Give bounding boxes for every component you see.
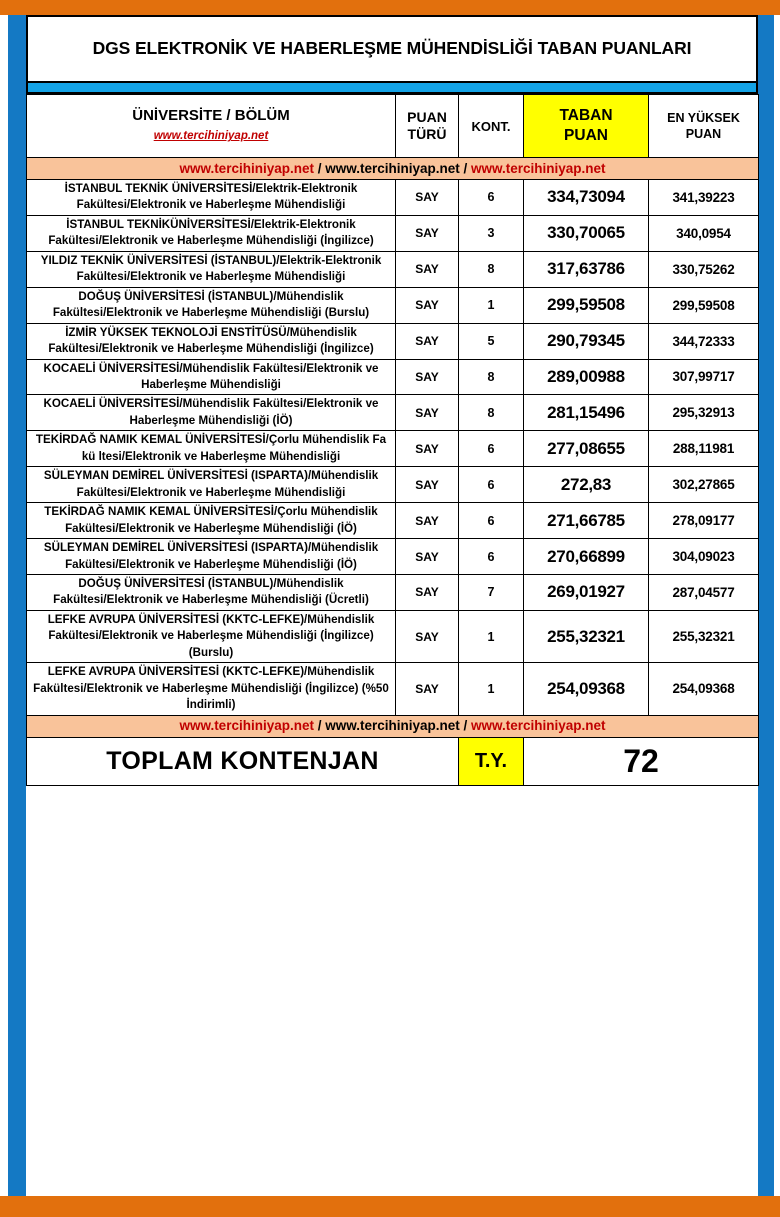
row-kontenjan: 6 [459,180,524,216]
row-university: DOĞUŞ ÜNİVERSİTESİ (İSTANBUL)/Mühendislik Fakültesi/Elektronik ve Haberleşme Mühendisliği (Burslu) [27,287,396,323]
row-taban-puan: 289,00988 [524,359,649,395]
row-puan-turu: SAY [396,574,459,610]
table-row [27,359,759,395]
total-row [27,737,759,785]
row-university: LEFKE AVRUPA ÜNİVERSİTESİ (KKTC-LEFKE)/Mühendislik Fakültesi/Elektronik ve Haberleşme Mühendisliği (İngilizce) (%50 İndirimli) [27,663,396,715]
row-kontenjan: 5 [459,323,524,359]
row-university: DOĞUŞ ÜNİVERSİTESİ (İSTANBUL)/Mühendislik Fakültesi/Elektronik ve Haberleşme Mühendisliği (Ücretli) [27,574,396,610]
banner-sep-4: / [459,718,472,734]
row-en-yuksek-puan: 299,59508 [649,287,759,323]
row-puan-turu: SAY [396,663,459,715]
total-puan-turu: T.Y. [459,737,524,785]
row-taban-puan: 270,66899 [524,539,649,575]
header-cell-en-yuksek-puan [649,95,759,158]
row-en-yuksek-puan: 307,99717 [649,359,759,395]
row-kontenjan: 1 [459,610,524,662]
row-taban-puan: 281,15496 [524,395,649,431]
total-label: TOPLAM KONTENJAN [27,737,459,785]
row-en-yuksek-puan: 254,09368 [649,663,759,715]
table-row [27,323,759,359]
row-en-yuksek-puan: 340,0954 [649,215,759,251]
right-blue-rail [758,15,774,1196]
table-row [27,287,759,323]
cyan-separator-bar [26,83,758,94]
table-row [27,180,759,216]
banner-link-1: www.tercihiniyap.net [179,160,314,176]
row-kontenjan: 1 [459,663,524,715]
total-kontenjan: 72 [524,737,759,785]
row-puan-turu: SAY [396,467,459,503]
banner-link-3: www.tercihiniyap.net [471,160,606,176]
header-university-label: ÜNİVERSİTE / BÖLÜM [132,106,290,124]
header-university-watermark: www.tercihiniyap.net [153,130,269,143]
banner-row-bottom [27,715,759,737]
table-row [27,467,759,503]
row-en-yuksek-puan: 288,11981 [649,431,759,467]
table-header-row [27,95,759,158]
header-en-yuksek-line2: PUAN [685,127,722,141]
table-row [27,215,759,251]
banner-link-4: www.tercihiniyap.net [179,718,314,734]
header-cell-taban-puan [524,95,649,158]
table-row [27,574,759,610]
row-en-yuksek-puan: 278,09177 [649,503,759,539]
header-cell-kontenjan: KONT. [459,95,524,158]
table-row [27,431,759,467]
row-kontenjan: 8 [459,251,524,287]
header-taban-line1: TABAN [559,106,613,124]
row-puan-turu: SAY [396,539,459,575]
row-puan-turu: SAY [396,287,459,323]
row-en-yuksek-puan: 302,27865 [649,467,759,503]
row-university: KOCAELİ ÜNİVERSİTESİ/Mühendislik Fakültesi/Elektronik ve Haberleşme Mühendisliği [27,359,396,395]
banner-sep-1: / [313,160,326,176]
row-taban-puan: 254,09368 [524,663,649,715]
row-university: SÜLEYMAN DEMİREL ÜNİVERSİTESİ (ISPARTA)/Mühendislik Fakültesi/Elektronik ve Haberleşme Mühendisliği [27,467,396,503]
left-blue-rail [8,15,26,1196]
row-taban-puan: 299,59508 [524,287,649,323]
top-orange-band [0,0,780,15]
row-en-yuksek-puan: 255,32321 [649,610,759,662]
row-university: TEKİRDAĞ NAMIK KEMAL ÜNİVERSİTESİ/Çorlu Mühendislik Fakültesi/Elektronik ve Haberleşme Mühendisliği (İÖ) [27,503,396,539]
row-taban-puan: 277,08655 [524,431,649,467]
banner-sep-3: / [313,718,326,734]
header-puan-turu-line1: PUAN [407,108,447,125]
row-kontenjan: 8 [459,359,524,395]
table-body [27,180,759,716]
row-puan-turu: SAY [396,431,459,467]
row-university: SÜLEYMAN DEMİREL ÜNİVERSİTESİ (ISPARTA)/Mühendislik Fakültesi/Elektronik ve Haberleşme Mühendisliği (İÖ) [27,539,396,575]
sheet [26,15,758,1196]
row-taban-puan: 271,66785 [524,503,649,539]
row-university: İSTANBUL TEKNİKÜNİVERSİTESİ/Elektrik-Elektronik Fakültesi/Elektronik ve Haberleşme Mühendisliği (İngilizce) [27,215,396,251]
header-en-yuksek-line1: EN YÜKSEK [667,110,740,125]
row-puan-turu: SAY [396,215,459,251]
row-puan-turu: SAY [396,503,459,539]
row-en-yuksek-puan: 341,39223 [649,180,759,216]
row-taban-puan: 269,01927 [524,574,649,610]
row-en-yuksek-puan: 304,09023 [649,539,759,575]
table-row [27,395,759,431]
row-en-yuksek-puan: 330,75262 [649,251,759,287]
header-puan-turu-line2: TÜRÜ [407,126,447,142]
row-puan-turu: SAY [396,359,459,395]
table-row [27,610,759,662]
row-kontenjan: 6 [459,503,524,539]
table-row [27,539,759,575]
row-university: KOCAELİ ÜNİVERSİTESİ/Mühendislik Fakültesi/Elektronik ve Haberleşme Mühendisliği (İÖ) [27,395,396,431]
bottom-orange-band [0,1196,780,1217]
row-taban-puan: 330,70065 [524,215,649,251]
banner-sep-2: / [459,160,472,176]
row-kontenjan: 8 [459,395,524,431]
banner-text-top [179,161,605,176]
title-box [26,15,758,83]
row-kontenjan: 7 [459,574,524,610]
row-taban-puan: 255,32321 [524,610,649,662]
row-kontenjan: 6 [459,467,524,503]
row-puan-turu: SAY [396,395,459,431]
banner-link-6: www.tercihiniyap.net [471,718,606,734]
row-university: TEKİRDAĞ NAMIK KEMAL ÜNİVERSİTESİ/Çorlu Mühendislik Fa kü ltesi/Elektronik ve Haberleşme Mühendisliği [27,431,396,467]
banner-row-top [27,158,759,180]
row-university: YILDIZ TEKNİK ÜNİVERSİTESİ (İSTANBUL)/Elektrik-Elektronik Fakültesi/Elektronik ve Haberleşme Mühendisliği [27,251,396,287]
row-kontenjan: 3 [459,215,524,251]
row-puan-turu: SAY [396,323,459,359]
row-en-yuksek-puan: 344,72333 [649,323,759,359]
row-taban-puan: 272,83 [524,467,649,503]
header-cell-university [27,95,396,158]
scores-table [26,94,759,786]
banner-link-5: www.tercihiniyap.net [325,718,460,734]
row-kontenjan: 6 [459,431,524,467]
row-taban-puan: 334,73094 [524,180,649,216]
banner-text-bottom [179,718,605,733]
header-taban-line2: PUAN [564,127,608,144]
banner-cell-top [27,158,759,180]
row-kontenjan: 1 [459,287,524,323]
row-en-yuksek-puan: 295,32913 [649,395,759,431]
row-puan-turu: SAY [396,180,459,216]
row-university: İZMİR YÜKSEK TEKNOLOJİ ENSTİTÜSÜ/Mühendislik Fakültesi/Elektronik ve Haberleşme Mühendisliği (İngilizce) [27,323,396,359]
page-title: DGS ELEKTRONİK VE HABERLEŞME MÜHENDİSLİĞİ TABAN PUANLARI [92,38,692,59]
row-taban-puan: 290,79345 [524,323,649,359]
banner-cell-bottom [27,715,759,737]
table-row [27,251,759,287]
row-taban-puan: 317,63786 [524,251,649,287]
table-row [27,503,759,539]
row-puan-turu: SAY [396,251,459,287]
row-en-yuksek-puan: 287,04577 [649,574,759,610]
table-row [27,663,759,715]
row-puan-turu: SAY [396,610,459,662]
row-university: LEFKE AVRUPA ÜNİVERSİTESİ (KKTC-LEFKE)/Mühendislik Fakültesi/Elektronik ve Haberleşme Mühendisliği (İngilizce) (Burslu) [27,610,396,662]
row-kontenjan: 6 [459,539,524,575]
header-cell-puan-turu [396,95,459,158]
row-university: İSTANBUL TEKNİK ÜNİVERSİTESİ/Elektrik-Elektronik Fakültesi/Elektronik ve Haberleşme Mühendisliği [27,180,396,216]
banner-link-2: www.tercihiniyap.net [325,160,460,176]
